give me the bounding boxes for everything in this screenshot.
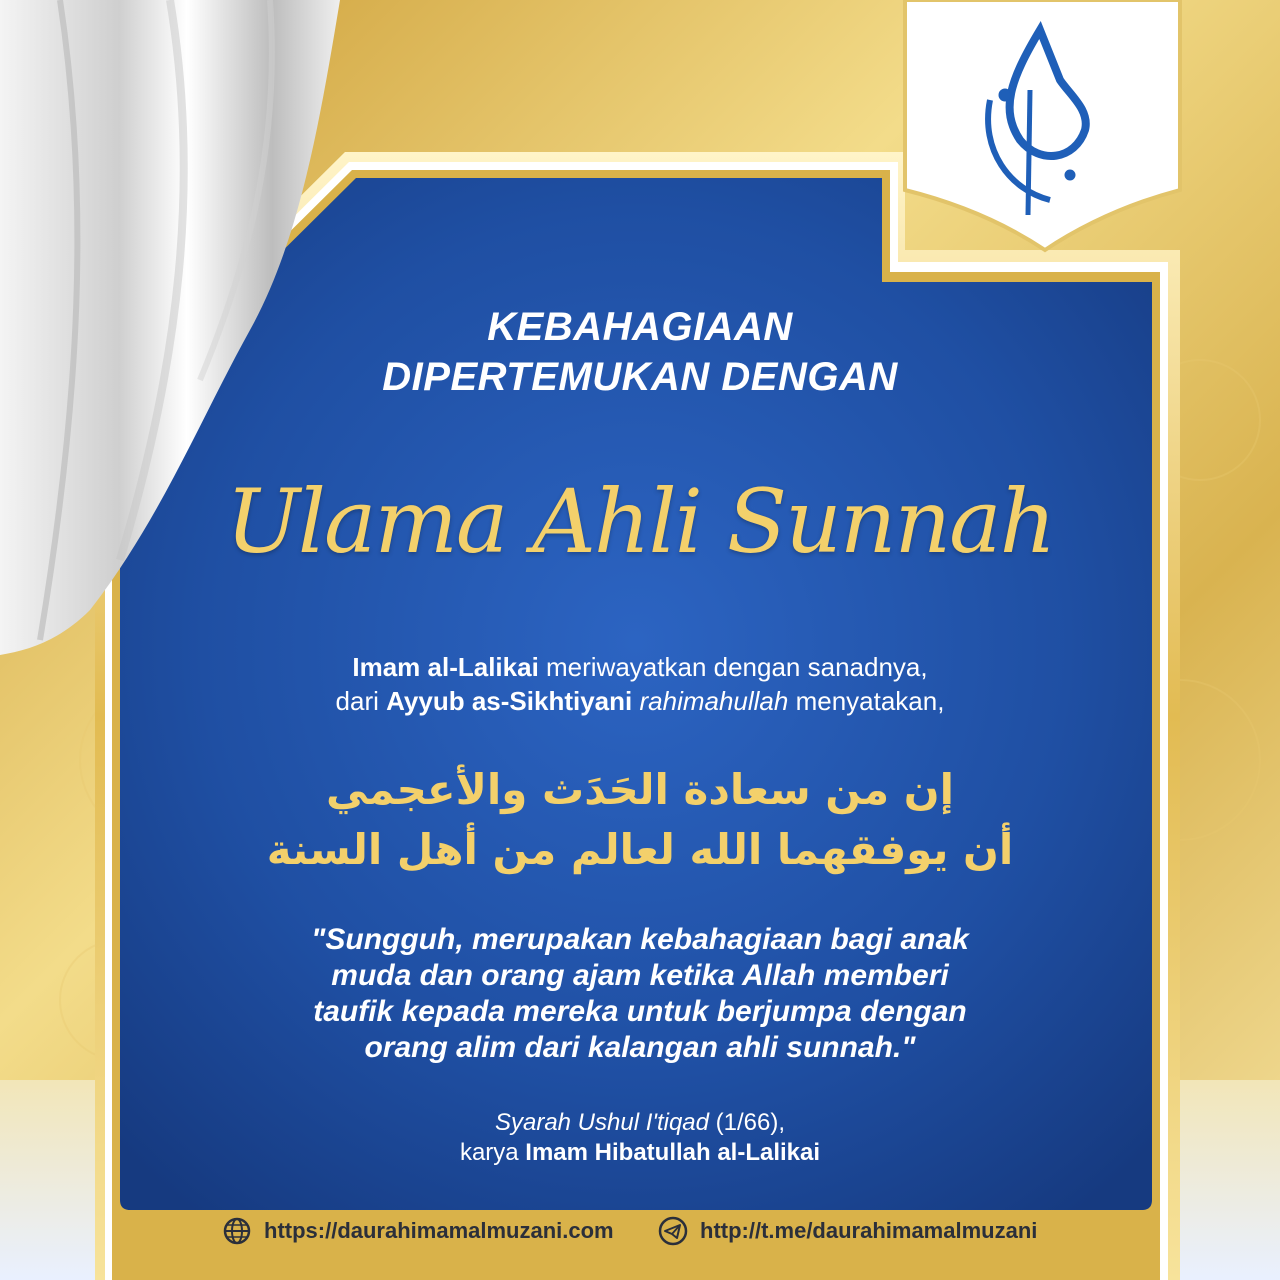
- source-author-line: [0, 1138, 1280, 1168]
- quote-line-3: taufik kepada mereka untuk berjumpa dengan: [313, 995, 967, 1028]
- intro-line-1: [0, 650, 1280, 684]
- telegram-icon: [658, 1216, 688, 1246]
- heading-line-1: KEBAHAGIAAN: [487, 305, 793, 349]
- arabic-line-2: أن يوفقهما الله لعالم من أهل السنة: [266, 825, 1014, 874]
- heading-line-2: DIPERTEMUKAN DENGAN: [382, 355, 898, 399]
- quote-line-1: "Sungguh, merupakan kebahagiaan bagi anak: [311, 923, 969, 956]
- intro-line-2: [0, 684, 1280, 718]
- source-author: Imam Hibatullah al-Lalikai: [525, 1139, 821, 1166]
- honorific: rahimahullah: [639, 686, 789, 716]
- website-url[interactable]: https://daurahimamalmuzani.com: [264, 1218, 614, 1243]
- intro-line-2-pre: dari: [335, 686, 387, 716]
- telegram-url[interactable]: http://t.me/daurahimamalmuzani: [700, 1218, 1038, 1243]
- logo: [905, 0, 1180, 250]
- source-title: Syarah Ushul I'tiqad: [494, 1109, 709, 1136]
- source-ref: (1/66),: [709, 1109, 786, 1136]
- quote-line-2: muda dan orang ajam ketika Allah memberi: [331, 959, 949, 992]
- intro-text: [0, 650, 1280, 718]
- footer: [0, 1212, 1280, 1252]
- intro-line-1-rest: meriwayatkan dengan sanadnya,: [538, 652, 928, 682]
- website-link[interactable]: [222, 1216, 614, 1246]
- intro-line-2-post: menyatakan,: [788, 686, 945, 716]
- source-author-pre: karya: [459, 1139, 526, 1166]
- globe-icon: [222, 1216, 252, 1246]
- source-name: Ayyub as-Sikhtiyani: [386, 686, 633, 716]
- source-title-line: [0, 1108, 1280, 1138]
- telegram-link[interactable]: [658, 1216, 1037, 1246]
- script-title: Ulama Ahli Sunnah: [225, 470, 1055, 573]
- quote-line-4: orang alim dari kalangan ahli sunnah.": [364, 1031, 916, 1064]
- translation-quote: [0, 922, 1280, 1066]
- arabic-line-1: إن من سعادة الحَدَث والأعجمي: [326, 765, 954, 814]
- narrator-name: Imam al-Lalikai: [352, 652, 539, 682]
- source-reference: [0, 1108, 1280, 1168]
